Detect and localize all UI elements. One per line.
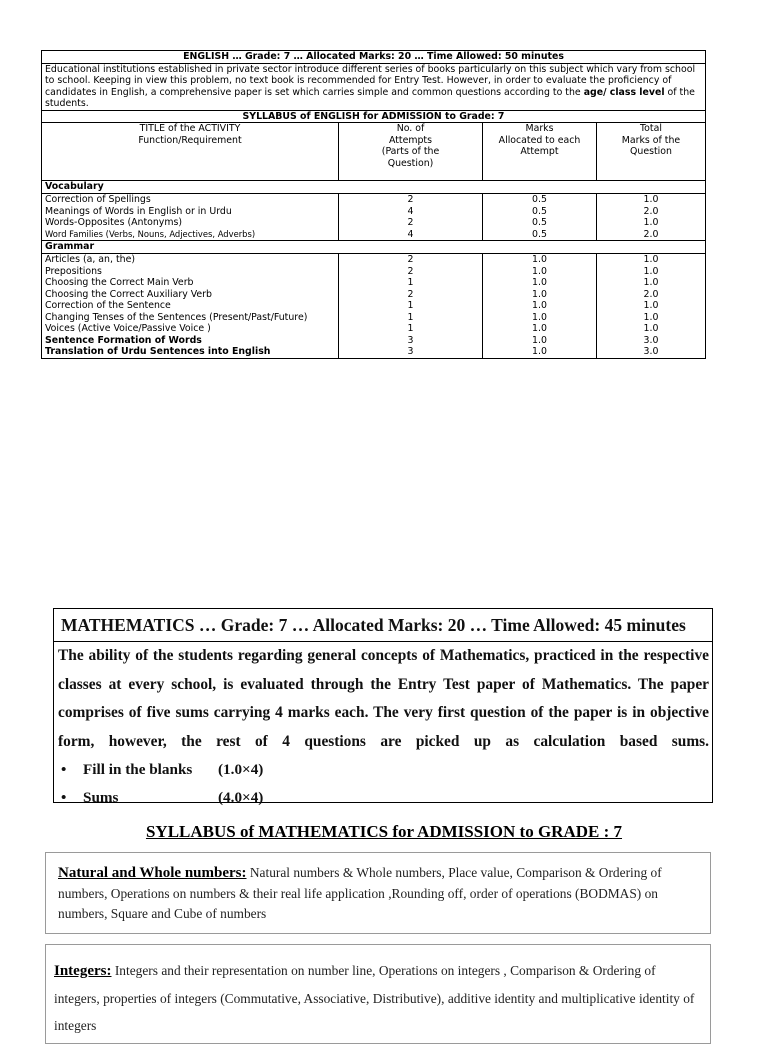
column-header-attempts: No. of Attempts (Parts of the Question) [339,123,483,181]
section-row [42,241,706,254]
table-row [42,217,706,229]
table-row [42,277,706,289]
section-heading: Grammar [42,241,706,254]
table-row [42,335,706,347]
marks-each-cell: 1.0 [483,335,597,347]
english-intro: Educational institutions established in private sector introduce different series of books particularly on this subject which vary from school to school. Keeping in view this problem, no text book is recommended for Entry Test. However, in order to evaluate the proficiency of candidates in English, a comprehensive paper is set which carries simple and common questions according to the age/ class level of the students. [42,63,706,110]
column-header-activity: TITLE of the ACTIVITY Function/Requirement [42,123,339,181]
total-marks-cell: 3.0 [597,335,706,347]
total-marks-cell: 2.0 [597,289,706,301]
english-table-body [42,181,706,359]
marks-each-cell: 1.0 [483,277,597,289]
table-row [42,346,706,358]
total-marks-cell: 1.0 [597,277,706,289]
activity-cell: Meanings of Words in English or in Urdu [42,206,339,218]
section-row [42,181,706,194]
activity-cell: Words-Opposites (Antonyms) [42,217,339,229]
activity-cell: Voices (Active Voice/Passive Voice ) [42,323,339,335]
marks-each-cell: 0.5 [483,217,597,229]
attempts-cell: 2 [339,289,483,301]
activity-cell: Correction of Spellings [42,194,339,206]
table-row [42,300,706,312]
activity-cell: Translation of Urdu Sentences into English [42,346,339,358]
attempts-cell: 1 [339,277,483,289]
activity-cell: Choosing the Correct Main Verb [42,277,339,289]
attempts-cell: 2 [339,266,483,278]
total-marks-cell: 1.0 [597,254,706,266]
table-row [42,266,706,278]
topic-text: Natural numbers & Whole numbers, Place value, Comparison & Ordering of numbers, Operations on numbers & their real life application ,Rounding off, order of operations (BODMAS) on numbers, Square and Cube of numbers [58,865,662,921]
topic-integers [45,944,711,1044]
topic-heading: Integers: [54,963,112,979]
total-marks-cell: 1.0 [597,300,706,312]
topic-heading: Natural and Whole numbers: [58,865,247,881]
activity-cell: Choosing the Correct Auxiliary Verb [42,289,339,301]
list-item: • Fill in the blanks (1.0×4) [61,756,712,784]
math-syllabus-title: SYLLABUS of MATHEMATICS for ADMISSION to GRADE : 7 [145,822,623,841]
activity-cell: Prepositions [42,266,339,278]
marks-each-cell: 0.5 [483,229,597,241]
bullet-icon: • [61,761,67,778]
attempts-cell: 1 [339,312,483,324]
table-row [42,194,706,206]
table-row [42,312,706,324]
marks-each-cell: 1.0 [483,300,597,312]
table-row [42,289,706,301]
attempts-cell: 3 [339,346,483,358]
math-description: The ability of the students regarding general concepts of Mathematics, practiced in the respective classes at every school, is evaluated through the Entry Test paper of Mathematics. The paper comprises of five sums carrying 4 marks each. The very first question of the paper is in objective form, however, the rest of 4 questions are picked up as calculation based sums. [58,647,709,750]
english-header: ENGLISH … Grade: 7 … Allocated Marks: 20 … Time Allowed: 50 minutes [42,51,706,64]
activity-cell: Changing Tenses of the Sentences (Present/Past/Future) [42,312,339,324]
column-header-marks-each: Marks Allocated to each Attempt [483,123,597,181]
attempts-cell: 4 [339,206,483,218]
marks-each-cell: 0.5 [483,194,597,206]
section-heading: Vocabulary [42,181,706,194]
english-syllabus-table [41,50,706,359]
topic-text: Integers and their representation on number line, Operations on integers , Comparison & Ordering of integers, properties of integers (Commutative, Associative, Distributive), additive identity and multiplicative identity of integers [54,963,695,1033]
marks-each-cell: 1.0 [483,323,597,335]
total-marks-cell: 3.0 [597,346,706,358]
list-item: • Sums (4.0×4) [61,784,712,812]
english-syllabus-title: SYLLABUS of ENGLISH for ADMISSION to Grade: 7 [42,110,706,123]
marks-each-cell: 0.5 [483,206,597,218]
activity-cell: Articles (a, an, the) [42,254,339,266]
marks-each-cell: 1.0 [483,254,597,266]
activity-cell: Word Families (Verbs, Nouns, Adjectives, Adverbs) [42,229,339,241]
marks-each-cell: 1.0 [483,289,597,301]
total-marks-cell: 1.0 [597,312,706,324]
attempts-cell: 2 [339,194,483,206]
attempts-cell: 1 [339,300,483,312]
attempts-cell: 1 [339,323,483,335]
total-marks-cell: 1.0 [597,194,706,206]
table-row [42,254,706,266]
attempts-cell: 4 [339,229,483,241]
math-info-box [53,608,713,806]
marks-each-cell: 1.0 [483,266,597,278]
total-marks-cell: 2.0 [597,206,706,218]
english-column-headers [42,123,706,181]
bullet-icon: • [61,789,67,806]
activity-cell: Sentence Formation of Words [42,335,339,347]
attempts-cell: 2 [339,217,483,229]
total-marks-cell: 2.0 [597,229,706,241]
total-marks-cell: 1.0 [597,323,706,335]
table-row [42,323,706,335]
english-section [41,50,705,359]
table-row [42,229,706,241]
attempts-cell: 2 [339,254,483,266]
total-marks-cell: 1.0 [597,266,706,278]
total-marks-cell: 1.0 [597,217,706,229]
topic-natural-whole-numbers [45,852,711,934]
table-row [42,206,706,218]
math-header: MATHEMATICS … Grade: 7 … Allocated Marks: 20 … Time Allowed: 45 minutes [54,609,712,642]
activity-cell: Correction of the Sentence [42,300,339,312]
marks-each-cell: 1.0 [483,346,597,358]
column-header-total-marks: Total Marks of the Question [597,123,706,181]
marks-each-cell: 1.0 [483,312,597,324]
math-marks-list [54,756,712,812]
attempts-cell: 3 [339,335,483,347]
